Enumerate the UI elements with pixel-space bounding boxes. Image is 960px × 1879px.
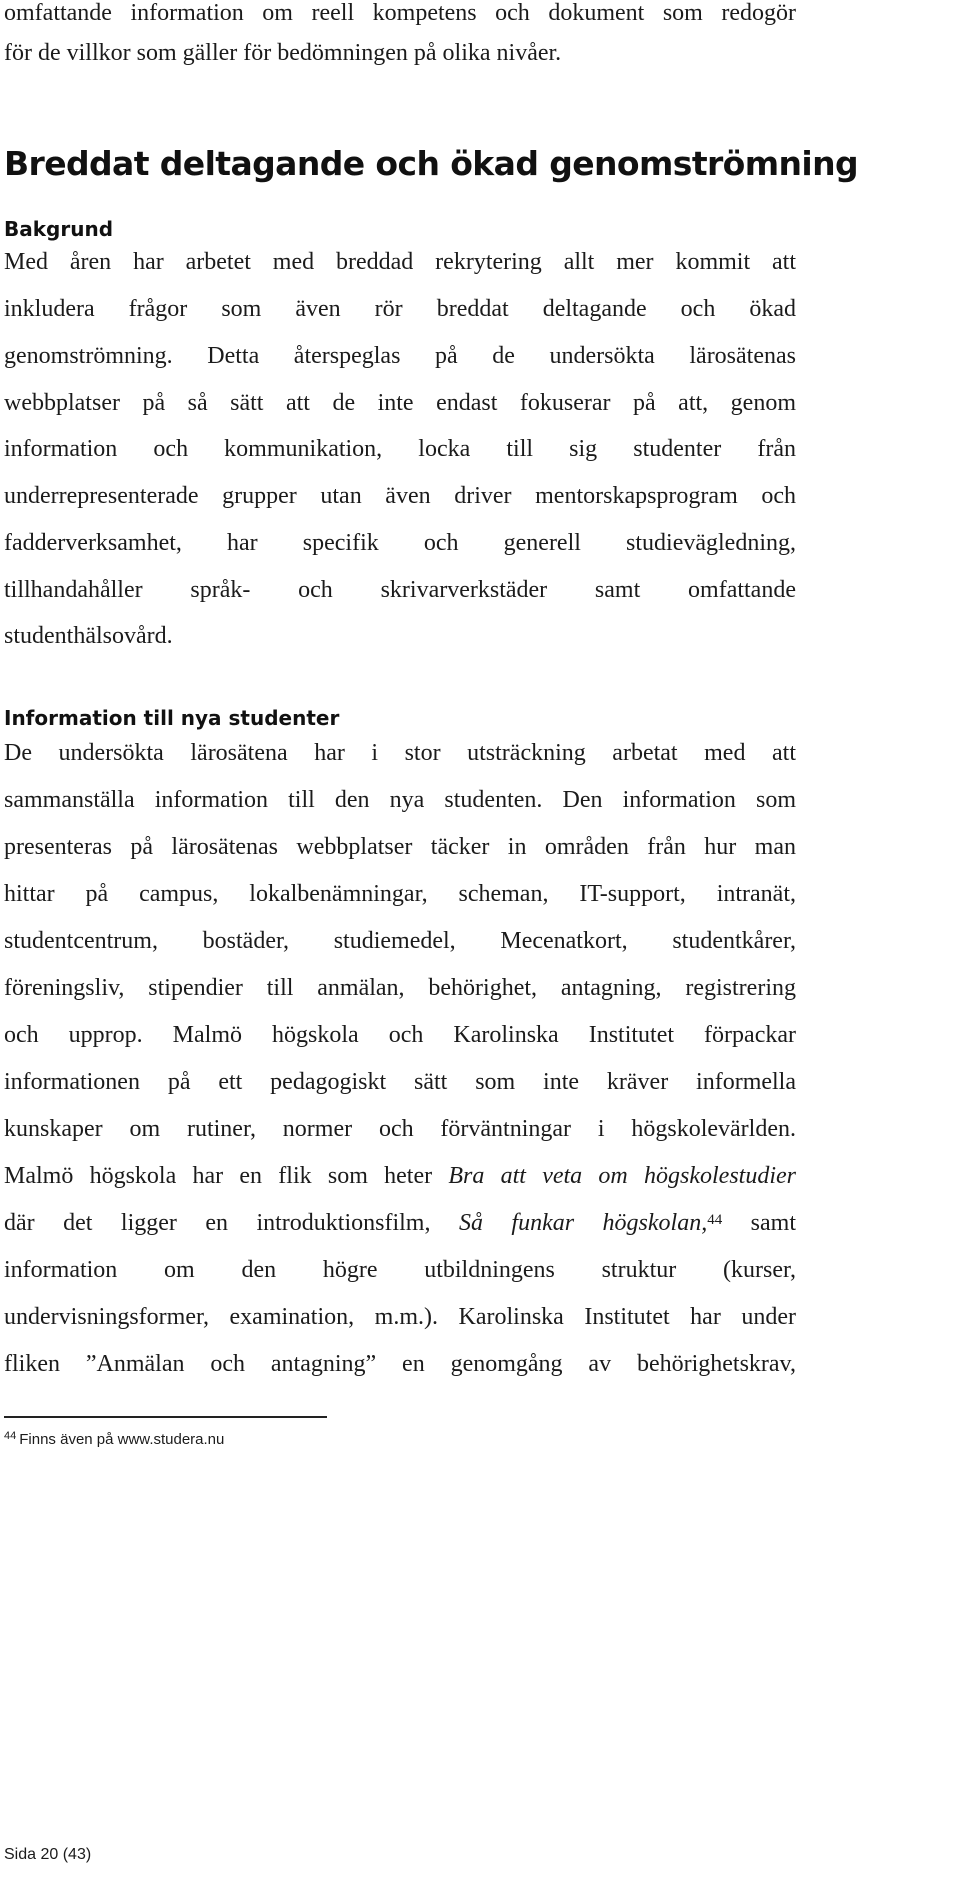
body-text-line: De undersökta lärosätena har i stor utsträckning arbetat med att bbox=[4, 740, 796, 766]
body-text-line: omfattande information om reell kompetens och dokument som redogör bbox=[4, 0, 796, 26]
body-text-line: undervisningsformer, examination, m.m.). Karolinska Institutet har under bbox=[4, 1304, 796, 1330]
text-run: samt bbox=[722, 1210, 796, 1236]
body-text-line: genomströmning. Detta återspeglas på de undersökta lärosätenas bbox=[4, 343, 796, 369]
body-text-line: Med åren har arbetet med breddad rekrytering allt mer kommit att bbox=[4, 249, 796, 275]
footnote-number: 44 bbox=[4, 1430, 17, 1442]
body-text-line: sammanställa information till den nya studenten. Den information som bbox=[4, 787, 796, 813]
subsection-heading-information: Information till nya studenter bbox=[4, 706, 340, 730]
page-number: Sida 20 (43) bbox=[4, 1846, 92, 1863]
body-text-line: studentcentrum, bostäder, studiemedel, Mecenatkort, studentkårer, bbox=[4, 928, 796, 954]
footnote bbox=[4, 1428, 224, 1452]
body-text-line: information och kommunikation, locka till sig studenter från bbox=[4, 436, 796, 462]
italic-title: Bra att veta om högskolestudier bbox=[448, 1163, 796, 1189]
italic-title: Så funkar högskolan, bbox=[458, 1210, 708, 1236]
body-text-line: tillhandahåller språk- och skrivarverkstäder samt omfattande bbox=[4, 577, 796, 603]
body-text-line: presenteras på lärosätenas webbplatser täcker in områden från hur man bbox=[4, 834, 796, 860]
footnote-text: Finns även på www.studera.nu bbox=[19, 1431, 225, 1448]
body-text-line: underrepresenterade grupper utan även driver mentorskapsprogram och bbox=[4, 483, 796, 509]
body-text-line: studenthälsovård. bbox=[4, 623, 173, 649]
body-text-line: information om den högre utbildningens struktur (kurser, bbox=[4, 1257, 796, 1283]
body-text-line: webbplatser på så sätt att de inte endast fokuserar på att, genom bbox=[4, 390, 796, 416]
body-text-line: för de villkor som gäller för bedömningen på olika nivåer. bbox=[4, 40, 562, 66]
body-text-line: föreningsliv, stipendier till anmälan, behörighet, antagning, registrering bbox=[4, 975, 796, 1001]
body-text-line bbox=[4, 1206, 796, 1240]
text-run: Malmö högskola har en flik som heter bbox=[4, 1163, 449, 1189]
body-text-line: fliken ”Anmälan och antagning” en genomgång av behörighetskrav, bbox=[4, 1351, 796, 1377]
text-run: där det ligger en introduktionsfilm, bbox=[4, 1210, 459, 1236]
body-text-line: kunskaper om rutiner, normer och förväntningar i högskolevärlden. bbox=[4, 1116, 796, 1142]
body-text-line: hittar på campus, lokalbenämningar, scheman, IT-support, intranät, bbox=[4, 881, 796, 907]
body-text-line: informationen på ett pedagogiskt sätt som inte kräver informella bbox=[4, 1069, 796, 1095]
footnote-separator bbox=[4, 1416, 327, 1418]
body-text-line: och upprop. Malmö högskola och Karolinska Institutet förpackar bbox=[4, 1022, 796, 1048]
body-text-line bbox=[4, 1159, 796, 1193]
subsection-heading-bakgrund: Bakgrund bbox=[4, 217, 114, 241]
section-heading: Breddat deltagande och ökad genomströmning bbox=[4, 144, 859, 183]
footnote-reference: 44 bbox=[707, 1212, 723, 1228]
body-text-line: fadderverksamhet, har specifik och generell studievägledning, bbox=[4, 530, 796, 556]
body-text-line: inkludera frågor som även rör breddat deltagande och ökad bbox=[4, 296, 796, 322]
